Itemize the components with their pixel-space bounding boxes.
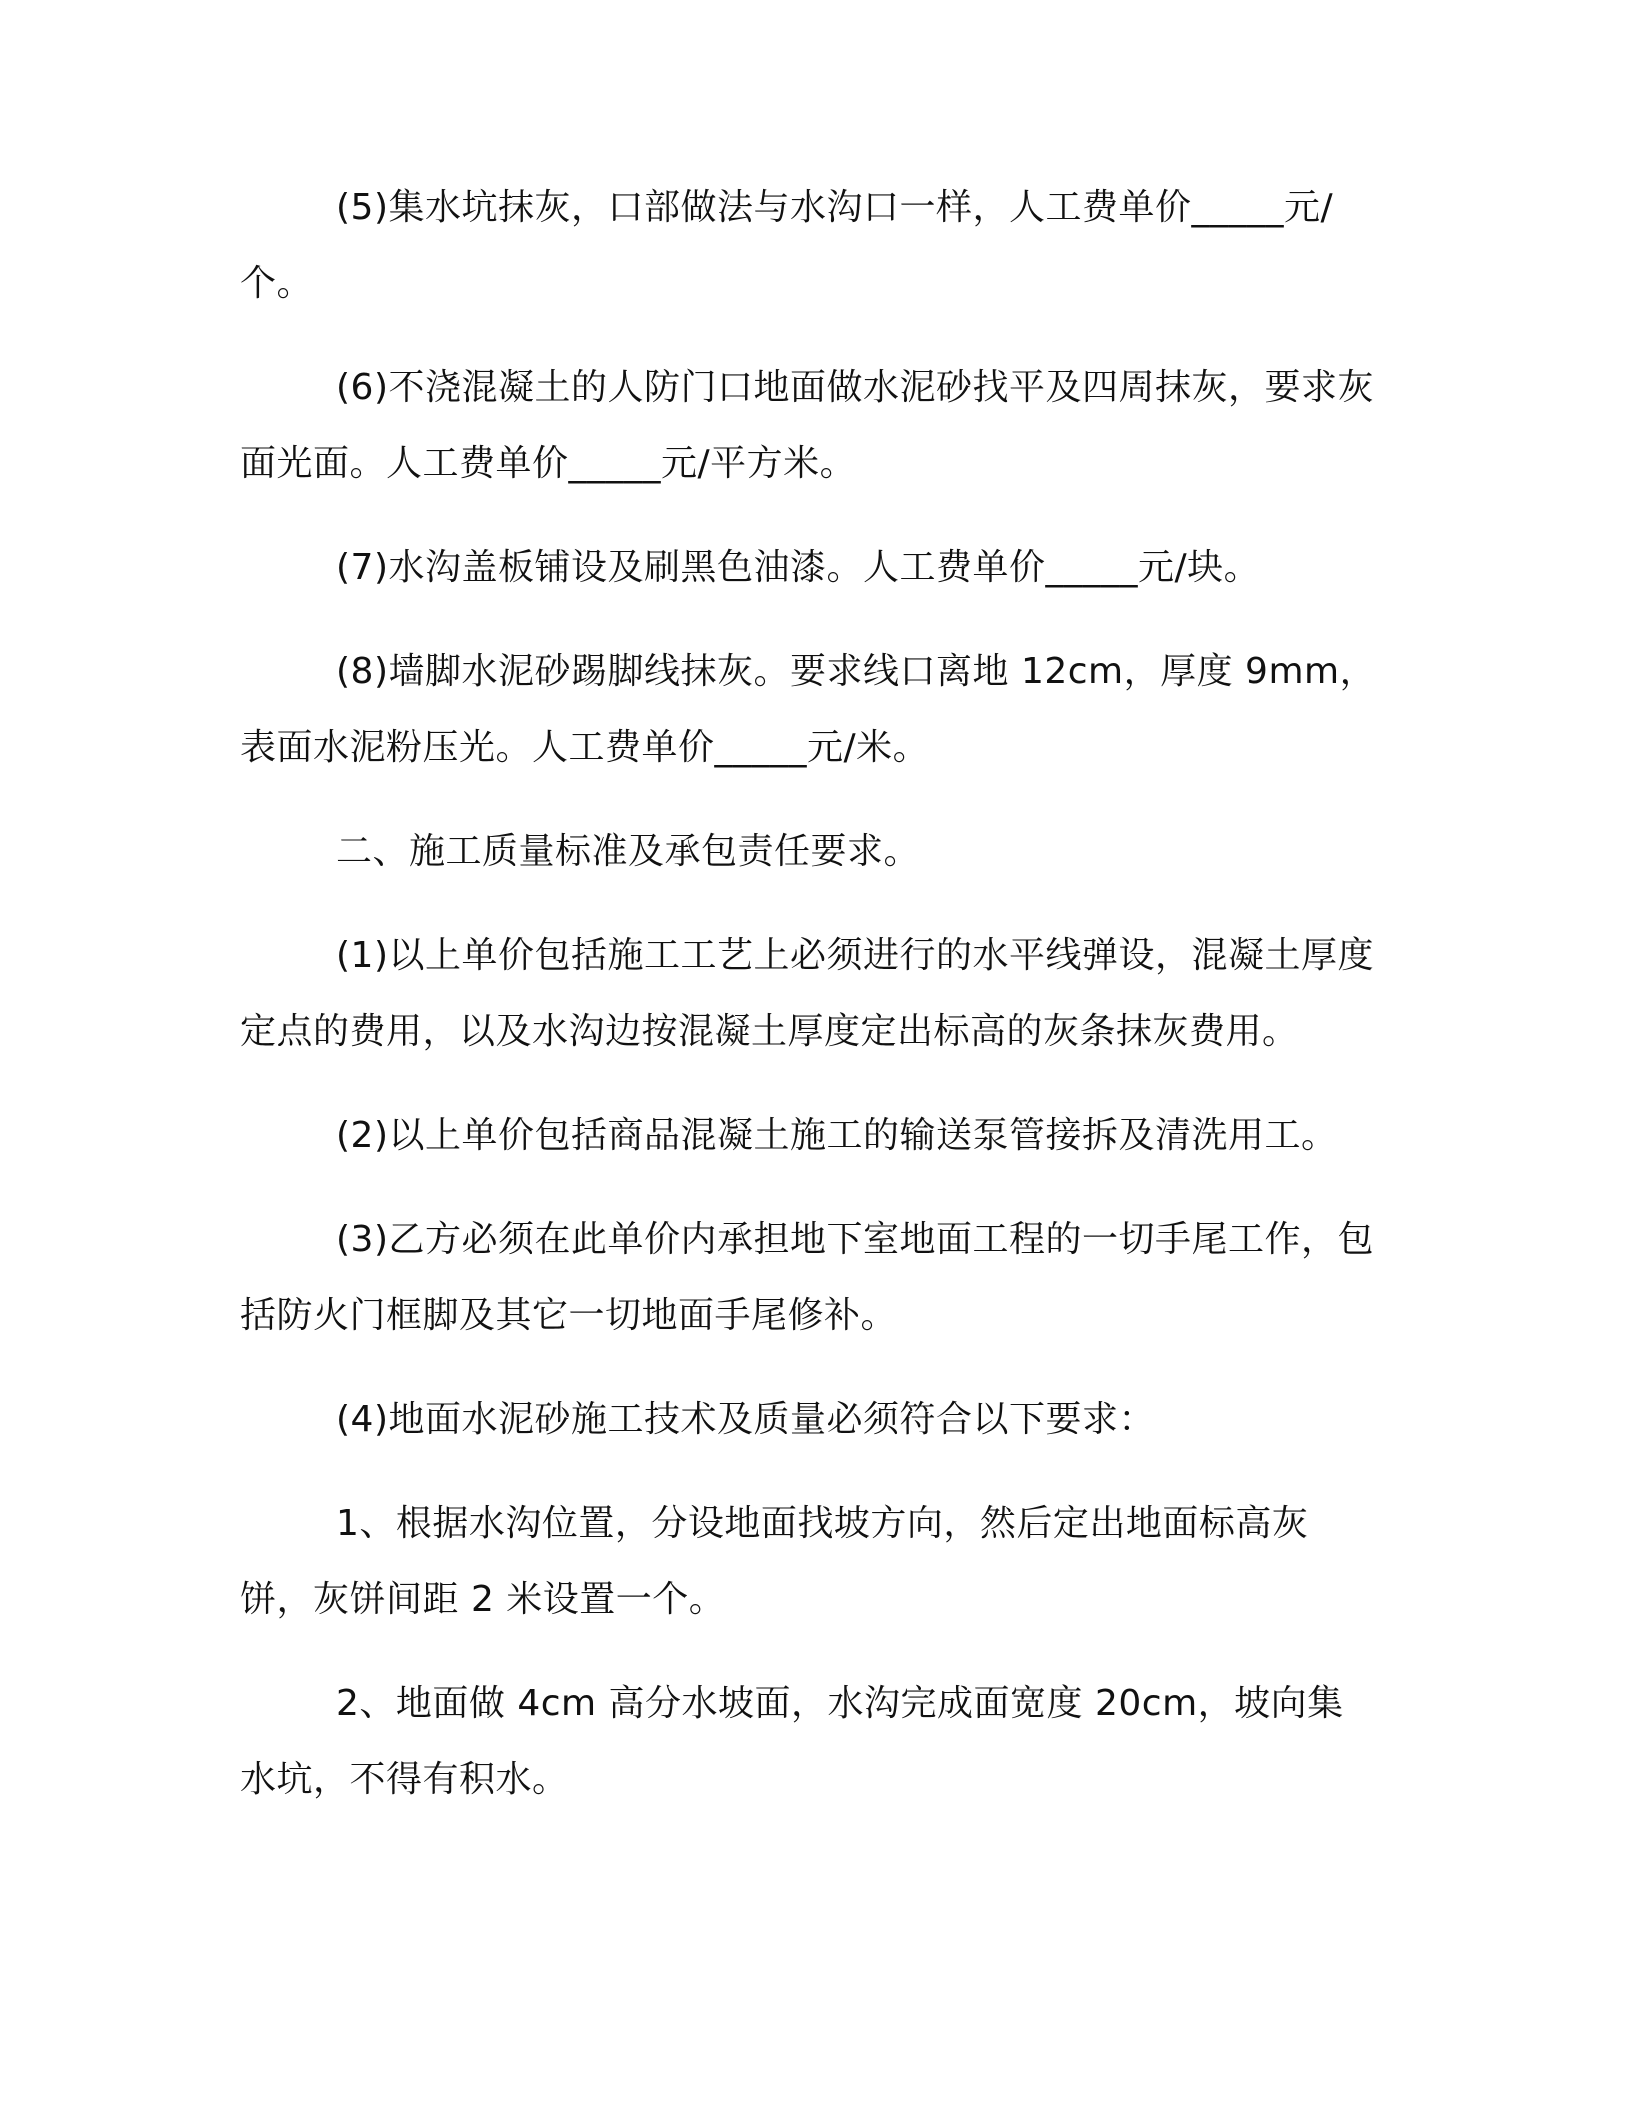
requirement-item-4: (4)地面水泥砂施工技术及质量必须符合以下要求： xyxy=(336,1399,1155,1440)
sub-requirement-2: 2、地面做 4cm 高分水坡面，水沟完成面宽度 20cm，坡向集水坑，不得有积水。 xyxy=(240,1683,1344,1800)
paragraph-item-6: (6)不浇混凝土的人防门口地面做水泥砂找平及四周抹灰，要求灰面光面。人工费单价_____元/平方米。 xyxy=(240,367,1374,484)
requirement-item-3: (3)乙方必须在此单价内承担地下室地面工程的一切手尾工作，包括防火门框脚及其它一切地面手尾修补。 xyxy=(240,1219,1374,1336)
paragraph-item-5: (5)集水坑抹灰，口部做法与水沟口一样，人工费单价_____元/个。 xyxy=(240,187,1334,304)
requirement-item-1: (1)以上单价包括施工工艺上必须进行的水平线弹设，混凝土厚度定点的费用，以及水沟边按混凝土厚度定出标高的灰条抹灰费用。 xyxy=(240,935,1374,1052)
paragraph-item-7: (7)水沟盖板铺设及刷黑色油漆。人工费单价_____元/块。 xyxy=(336,547,1261,588)
section-heading-2: 二、施工质量标准及承包责任要求。 xyxy=(336,831,921,872)
sub-requirement-1: 1、根据水沟位置，分设地面找坡方向，然后定出地面标高灰饼，灰饼间距 2 米设置一个。 xyxy=(240,1503,1309,1620)
paragraph-item-8: (8)墙脚水泥砂踢脚线抹灰。要求线口离地 12cm，厚度 9mm，表面水泥粉压光。人工费单价_____元/米。 xyxy=(240,651,1377,768)
document-body xyxy=(240,170,1380,1846)
requirement-item-2: (2)以上单价包括商品混凝土施工的输送泵管接拆及清洗用工。 xyxy=(336,1115,1338,1156)
